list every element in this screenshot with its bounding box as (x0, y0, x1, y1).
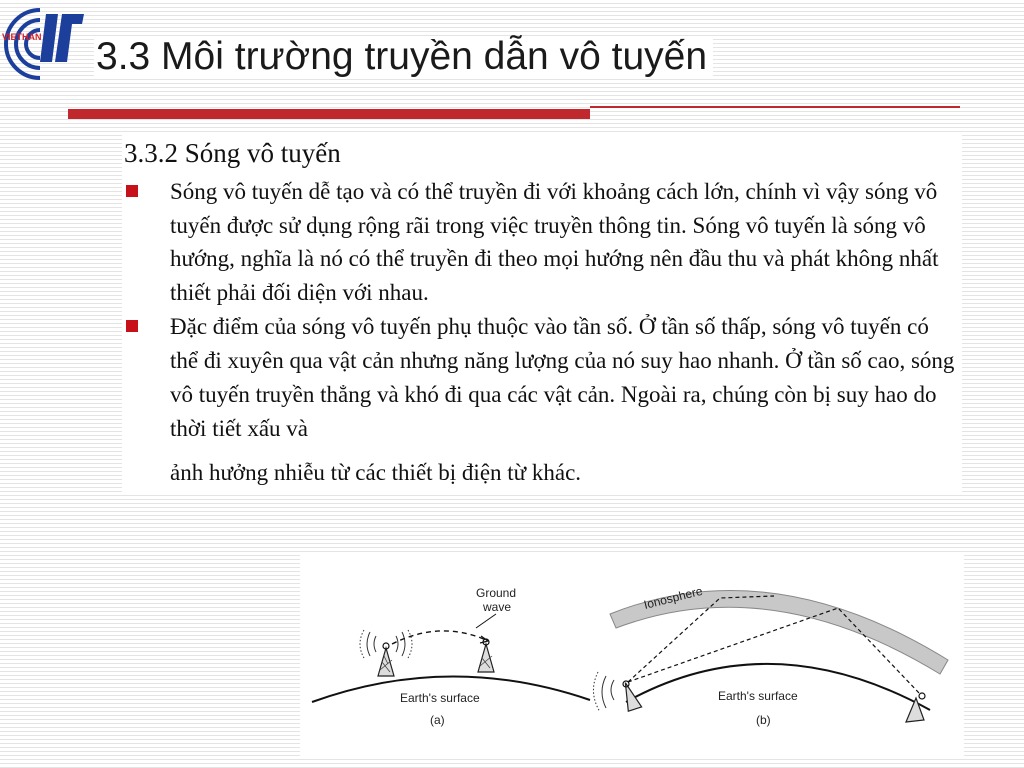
bullet-item (122, 310, 962, 490)
ionosphere-label: Ionosphere (642, 583, 704, 612)
ground-wave-path (392, 631, 486, 644)
bullet-text-last-line: ảnh hưởng nhiễu từ các thiết bị điện từ khác. (170, 460, 582, 485)
figure-panel-b (593, 584, 948, 727)
receiver-tower-icon (478, 639, 494, 672)
caption-b: (b) (756, 713, 771, 727)
bullet-square-icon (126, 185, 138, 197)
slide-content (122, 134, 962, 495)
transmitter-tower-icon (593, 672, 641, 712)
bullet-square-icon (126, 320, 138, 332)
bullet-item (122, 175, 962, 309)
section-subtitle: 3.3.2 Sóng vô tuyến (124, 138, 341, 168)
ground-wave-label-2: wave (483, 600, 512, 614)
logo-bar-t (55, 14, 84, 62)
receiver-tower-icon (906, 693, 925, 722)
bullet-text: Sóng vô tuyến dễ tạo và có thể truyền đi với khoảng cách lớn, chính vì vậy sóng vô tuyến được sử dụng rộng rãi trong việc truyền thông tin. Sóng vô tuyến là sóng vô hướng, nghĩa là nó có thể truyền đi theo mọi hướng nên đầu thu và phát không nhất thiết phải đối diện với nhau. (170, 179, 939, 305)
radio-wave-figure (300, 552, 964, 756)
earth-surface-curve-b (626, 664, 930, 710)
title-underline-thick (68, 109, 590, 119)
title-underline-thin (590, 106, 960, 108)
earth-surface-label-b: Earth's surface (718, 689, 798, 703)
logo-bar-i (40, 14, 58, 62)
earth-surface-label-a: Earth's surface (400, 691, 480, 705)
transmitter-tower-icon (360, 630, 412, 676)
ground-wave-label-1: Ground (476, 586, 517, 600)
slide-title: 3.3 Môi trường truyền dẫn vô tuyến (94, 36, 713, 79)
caption-a: (a) (430, 713, 445, 727)
ground-wave-pointer (476, 614, 496, 628)
figure-panel-a (312, 586, 590, 727)
logo (0, 0, 90, 92)
logo-text: VIETHAN (2, 32, 42, 42)
bullet-text: Đặc điểm của sóng vô tuyến phụ thuộc vào tần số. Ở tần số thấp, sóng vô tuyến có thể đi xuyên qua vật cản nhưng năng lượng của nó suy hao nhanh. Ở tần số cao, sóng vô tuyến truyền thẳng và khó đi qua các vật cản. Ngoài ra, chúng còn bị suy hao do thời tiết xấu và (170, 314, 955, 441)
